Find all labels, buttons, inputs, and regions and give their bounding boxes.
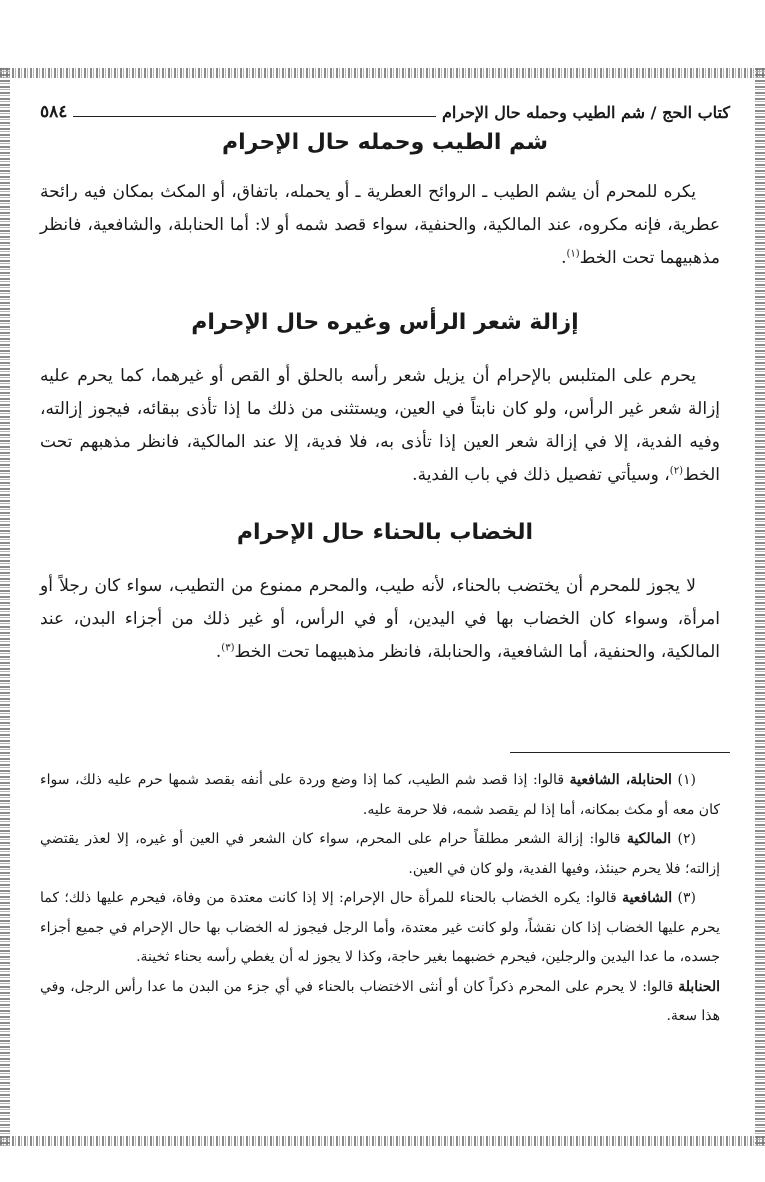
- section-text-1: يكره للمحرم أن يشم الطيب ـ الروائح العطرية ـ أو يحمله، باتفاق، أو المكث بمكان فيه رائحة عطرية، فإنه مكروه، عند المالكية، والحنفية، سواء قصد شمه أو لا: أما الحنابلة، والشافعية، فانظر مذهبيهما تحت الخط: [40, 182, 720, 268]
- section-body-2: [40, 360, 720, 492]
- footnote-3: [40, 884, 720, 973]
- ornamental-border-bottom: [0, 1136, 765, 1146]
- section-body-1: [40, 176, 720, 275]
- ornamental-border-top: [0, 68, 765, 78]
- footnote-number: (١): [677, 772, 697, 788]
- footnote-number: (٢): [677, 831, 697, 847]
- section-text-3: لا يجوز للمحرم أن يختضب بالحناء، لأنه طيب، والمحرم ممنوع من التطيب، سواء كان رجلاً أو امرأة، وسواء كان الخضاب بها في اليدين، أو في الرأس، أو غير ذلك من أجزاء البدن، عند المالكية، والحنفية، أما الشافعية، والحنابلة، فانظر مذهبيهما تحت الخط: [40, 576, 720, 662]
- section-title-1: شم الطيب وحمله حال الإحرام: [222, 130, 548, 155]
- ornamental-border-left: [0, 68, 10, 1146]
- section-title-3: الخضاب بالحناء حال الإحرام: [236, 520, 534, 545]
- section-body-3: [40, 570, 720, 669]
- section-title-2: إزالة شعر الرأس وغيره حال الإحرام: [191, 310, 579, 335]
- page-number: ٥٨٤: [40, 102, 68, 122]
- footnote-number: (٣): [677, 890, 696, 906]
- section-tail-2: ، وسيأتي تفصيل ذلك في باب الفدية.: [412, 465, 670, 485]
- footnote-label: الشافعية: [622, 890, 673, 906]
- header-rule: [73, 116, 436, 117]
- footnote-separator: [510, 752, 730, 753]
- footnote-text: قالوا: لا يحرم على المحرم ذكراً كان أو أنثى الاختضاب بالحناء في أي جزء من البدن ما عدا رأس الرجل، وفي هذا سعة.: [40, 978, 720, 1024]
- section-text-2: يحرم على المتلبس بالإحرام أن يزيل شعر رأسه بالحلق أو القص أو غيرهما، كما يحرم عليه إزالة شعر غير الرأس، ولو كان نابتاً في العين، ويستثنى من ذلك ما إذا تأذى ببقائه، فيجوز إزالته، وفيه الفدية، إلا في إزالة شعر العين إذا تأذى به، فلا فدية، إلا عند المالكية، فانظر مذهبهم تحت الخط: [40, 366, 720, 485]
- footnote-text: قالوا: إذا قصد شم الطيب، كما إذا وضع وردة على أنفه بقصد شمها حرم عليه ذلك، سواء كان معه أو مكث بمكانه، أما إذا لم يقصد شمه، فلا حرمة عليه.: [40, 772, 720, 818]
- footnotes: [40, 766, 720, 1032]
- footnote-1: [40, 766, 720, 825]
- footnote-3-continued: [40, 973, 720, 1032]
- footnote-label: الحنابلة: [678, 978, 720, 995]
- footnote-text: قالوا: إزالة الشعر مطلقاً حرام على المحرم، سواء كان الشعر في العين أو غيره، إلا لعذر يقتضي إزالته؛ فلا يحرم حينئذ، وفيها الفدية، ولو كان في العين.: [40, 831, 720, 877]
- ornamental-border-right: [755, 68, 765, 1146]
- running-header: [40, 96, 730, 122]
- footnote-label: الحنابلة، الشافعية: [569, 772, 672, 788]
- running-title: كتاب الحج / شم الطيب وحمله حال الإحرام: [441, 103, 730, 122]
- section-tail-1: .: [561, 248, 567, 268]
- footnote-text: قالوا: يكره الخضاب بالحناء للمرأة حال الإحرام: إلا إذا كانت معتدة من وفاة، فيحرم عليها ذلك؛ كما يحرم عليها الخضاب إذا كان نقشاً، ولو كانت غير معتدة، وأما الرجل فيجوز له الخضاب بها حال الإحرام في جميع أجزاء جسده، ما عدا اليدين والرجلين، فيحرم خضبهما بغير حاجة، وكذا لا يجوز له أن يغطي رأسه بحناء ثخينة.: [40, 890, 720, 965]
- footnote-2: [40, 825, 720, 884]
- footnote-label: المالكية: [626, 831, 672, 847]
- section-tail-3: .: [215, 642, 222, 662]
- footnote-ref-3[interactable]: (٣): [221, 642, 235, 654]
- footnote-ref-2[interactable]: (٢): [669, 465, 683, 477]
- footnote-ref-1[interactable]: (١): [566, 248, 580, 260]
